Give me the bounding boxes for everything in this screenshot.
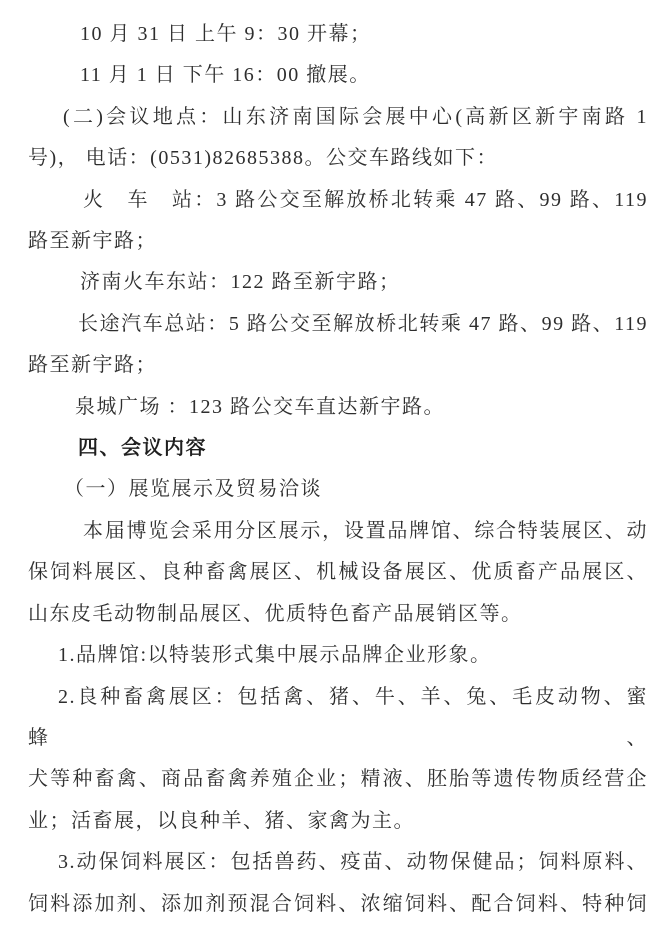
text-line: 路至新宇路； — [28, 230, 157, 253]
text-line: 1.品牌馆:以特装形式集中展示品牌企业形象。 — [58, 644, 492, 667]
section-heading: 四、会议内容 — [78, 437, 207, 460]
text-line: （一）展览展示及贸易洽谈 — [64, 478, 322, 501]
text-line: 火 车 站：3 路公交至解放桥北转乘 47 路、99 路、119 — [83, 188, 648, 211]
text-line: 本届博览会采用分区展示，设置品牌馆、综合特装展区、动 — [83, 519, 648, 542]
text-line: (二)会议地点：山东济南国际会展中心(高新区新宇南路 1 — [63, 105, 648, 128]
text-line: 保饲料展区、良种畜禽展区、机械设备展区、优质畜产品展区、 — [28, 561, 648, 584]
text-line: 3.动保饲料展区：包括兽药、疫苗、动物保健品；饲料原料、 — [58, 851, 648, 874]
text-line: 犬等种畜禽、商品畜禽养殖企业；精液、胚胎等遗传物质经营企 — [28, 768, 648, 791]
text-line: 饲料添加剂、添加剂预混合饲料、浓缩饲料、配合饲料、特种饲 — [28, 892, 648, 915]
text-line: 济南火车东站：122 路至新宇路； — [80, 271, 401, 294]
text-line: 泉城广场 ：123 路公交车直达新宇路。 — [75, 395, 445, 418]
text-line: 山东皮毛动物制品展区、优质特色畜产品展销区等。 — [28, 602, 523, 625]
text-line: 2.良种畜禽展区：包括禽、猪、牛、羊、兔、毛皮动物、蜜蜂、 — [28, 685, 648, 749]
text-line: 业；活畜展，以良种羊、猪、家禽为主。 — [28, 809, 415, 832]
text-line: 长途汽车总站：5 路公交至解放桥北转乘 47 路、99 路、119 — [78, 312, 648, 335]
text-line: 路至新宇路； — [28, 354, 157, 377]
text-line: 号)， 电话：(0531)82685388。公交车路线如下： — [28, 147, 498, 170]
text-line: 10 月 31 日 上午 9：30 开幕； — [80, 23, 372, 45]
text-line: 11 月 1 日 下午 16：00 撤展。 — [80, 64, 371, 87]
text-block — [28, 14, 648, 925]
